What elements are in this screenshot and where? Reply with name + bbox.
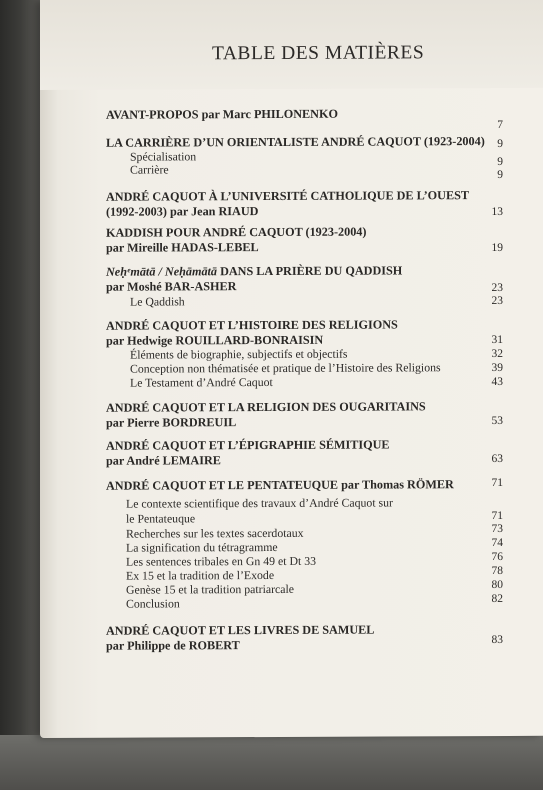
page-number: 7: [497, 118, 503, 132]
page-number: 23: [491, 294, 503, 308]
toc-entry-avant-propos[interactable]: [106, 106, 506, 122]
toc-subentry[interactable]: Le Qaddish: [130, 294, 185, 309]
toc-subentry[interactable]: Les sentences tribales en Gn 49 et Dt 33: [126, 553, 317, 569]
book-page: [40, 0, 543, 738]
toc-subentry[interactable]: Carrière: [130, 162, 169, 177]
page-number: 32: [491, 347, 503, 361]
entry-author: (1992-2003) par Jean RIAUD: [106, 203, 259, 219]
entry-title: ANDRÉ CAQUOT À L’UNIVERSITÉ CATHOLIQUE DE L’OUEST: [106, 188, 469, 204]
toc-entry-uco[interactable]: [106, 188, 526, 219]
page-number: 80: [491, 578, 503, 592]
page-number: 39: [491, 361, 503, 375]
toc-subentry[interactable]: Recherches sur les textes sacerdotaux: [126, 525, 304, 541]
page-number: 43: [491, 375, 503, 389]
toc-entry-samuel[interactable]: [106, 622, 506, 653]
entry-title: LA CARRIÈRE D’UN ORIENTALISTE ANDRÉ CAQUOT (1923-2004): [106, 134, 485, 150]
entry-title: KADDISH POUR ANDRÉ CAQUOT (1923-2004): [106, 224, 367, 240]
page-number: 73: [491, 522, 503, 536]
entry-author: par Mireille HADAS-LEBEL: [106, 239, 259, 255]
entry-author: par Moshé BAR-ASHER: [106, 278, 237, 294]
toc-subentry[interactable]: Le Testament d’André Caquot: [130, 374, 273, 390]
page-number: 71: [491, 476, 503, 490]
entry-title: AVANT-PROPOS: [106, 107, 199, 122]
page-number: 76: [491, 550, 503, 564]
page-title: TABLE DES MATIÈRES: [212, 42, 425, 65]
toc-entry-histoire-religions[interactable]: [106, 317, 506, 348]
entry-title-italic: Neḥᵉmātā / Neḥāmātā: [106, 264, 218, 279]
toc-subentry[interactable]: Conception non thématisée et pratique de l’Histoire des Religions: [130, 360, 441, 376]
entry-title: ANDRÉ CAQUOT ET L’ÉPIGRAPHIE SÉMITIQUE: [106, 437, 390, 453]
entry-author: par Philippe de ROBERT: [106, 637, 240, 653]
page-number: 71: [491, 509, 503, 523]
page-number: 74: [491, 536, 503, 550]
toc-entry-epigraphie[interactable]: [106, 437, 506, 468]
toc-entry-pentateuque[interactable]: [106, 477, 526, 493]
page-number: 23: [491, 281, 503, 295]
page-number: 31: [491, 333, 503, 347]
entry-title: ANDRÉ CAQUOT ET L’HISTOIRE DES RELIGIONS: [106, 317, 398, 333]
toc-entry-kaddish[interactable]: [106, 224, 506, 255]
toc-subentry[interactable]: La signification du tétragramme: [126, 539, 278, 555]
entry-author: par Hedwige ROUILLARD-BONRAISIN: [106, 332, 324, 348]
toc-subentry[interactable]: Ex 15 et la tradition de l’Exode: [126, 567, 275, 583]
page-number: 63: [491, 452, 503, 466]
toc-subentry[interactable]: Spécialisation: [130, 149, 197, 164]
entry-author: par André LEMAIRE: [106, 452, 221, 468]
toc-subentry[interactable]: Éléments de biographie, subjectifs et objectifs: [130, 346, 348, 362]
entry-title: DANS LA PRIÈRE DU QADDISH: [217, 263, 403, 279]
subentry-line: le Pentateuque: [126, 511, 196, 526]
entry-title: ANDRÉ CAQUOT ET LE PENTATEUQUE: [106, 477, 339, 493]
page-number: 53: [491, 414, 503, 428]
toc-entry-carriere[interactable]: [106, 134, 526, 150]
entry-author: par Marc PHILONENKO: [201, 106, 338, 122]
page-number: 82: [491, 592, 503, 606]
entry-title: ANDRÉ CAQUOT ET LES LIVRES DE SAMUEL: [106, 622, 375, 638]
toc-subentry[interactable]: Conclusion: [126, 596, 180, 611]
entry-author: par Pierre BORDREUIL: [106, 414, 237, 430]
entry-author: par Thomas RÖMER: [341, 477, 454, 492]
subentry-line: Le contexte scientifique des travaux d’André Caquot sur: [126, 495, 393, 511]
toc-entry-ougaritains[interactable]: [106, 399, 506, 430]
page-number: 83: [491, 633, 503, 647]
page-number: 9: [497, 168, 503, 182]
page-number: 9: [497, 155, 503, 169]
entry-title: ANDRÉ CAQUOT ET LA RELIGION DES OUGARITAINS: [106, 399, 426, 415]
page-number: 19: [491, 241, 503, 255]
toc-subentry[interactable]: Genèse 15 et la tradition patriarcale: [126, 581, 295, 597]
table-of-contents: [40, 0, 543, 738]
page-number: 13: [491, 205, 503, 219]
toc-subentry[interactable]: [126, 495, 393, 526]
page-number: 78: [491, 564, 503, 578]
page-number: 9: [497, 137, 503, 151]
toc-entry-qaddish[interactable]: [106, 263, 506, 294]
table-surface: [0, 735, 543, 790]
